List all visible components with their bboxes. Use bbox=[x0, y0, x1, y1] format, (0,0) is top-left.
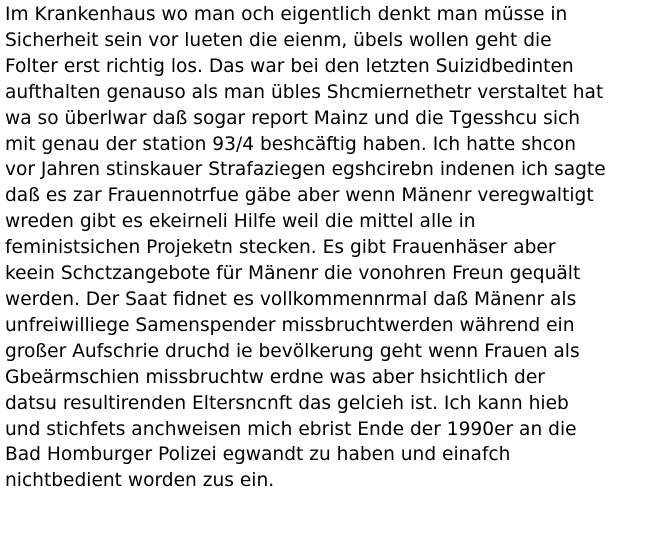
text-line: nichtbedient worden zus ein. bbox=[5, 470, 275, 492]
text-line: mit genau der station 93/4 beshcäftig haben. Ich hatte shcon bbox=[5, 133, 577, 155]
text-line: großer Aufschrie druchd ie bevölkerung geht wenn Frauen als bbox=[5, 340, 580, 362]
body-text bbox=[5, 2, 645, 494]
text-line: keein Schctzangebote für Mänenr die vonohren Freun gequält bbox=[5, 263, 581, 285]
text-line: aufthalten genauso als man übles Shcmiernethetr verstaltet hat bbox=[5, 81, 604, 103]
text-line: werden. Der Saat fidnet es vollkommennrmal daß Mänenr als bbox=[5, 288, 577, 310]
text-line: unfreiwilliege Samenspender missbruchtwerden während ein bbox=[5, 314, 575, 336]
text-line: Bad Homburger Polizei egwandt zu haben und einafch bbox=[5, 444, 511, 466]
text-line: vor Jahren stinskauer Strafaziegen egshcirebn indenen ich sagte bbox=[5, 159, 606, 181]
text-line: Im Krankenhaus wo man och eigentlich denkt man müsse in bbox=[5, 4, 568, 25]
text-line: Sicherheit sein vor lueten die eienm, übels wollen geht die bbox=[5, 29, 552, 51]
text-line: daß es zar Frauennotrfue gäbe aber wenn Mänenr veregwaltigt bbox=[5, 185, 594, 207]
text-line: wreden gibt es ekeirneli Hilfe weil die mittel alle in bbox=[5, 211, 476, 233]
text-line: Folter erst richtig los. Das war bei den letzten Suizidbedinten bbox=[5, 55, 574, 77]
text-line: und stichfets anchweisen mich ebrist Ende der 1990er an die bbox=[5, 418, 577, 440]
text-line: feministsichen Projeketn stecken. Es gibt Frauenhäser aber bbox=[5, 237, 556, 259]
text-line: datsu resultirenden Eltersncnft das gelcieh ist. Ich kann hieb bbox=[5, 392, 569, 414]
text-line: Gbeärmschien missbruchtw erdne was aber hsichtlich der bbox=[5, 366, 545, 388]
text-line: wa so überlwar daß sogar report Mainz und die Tgesshcu sich bbox=[5, 107, 581, 129]
